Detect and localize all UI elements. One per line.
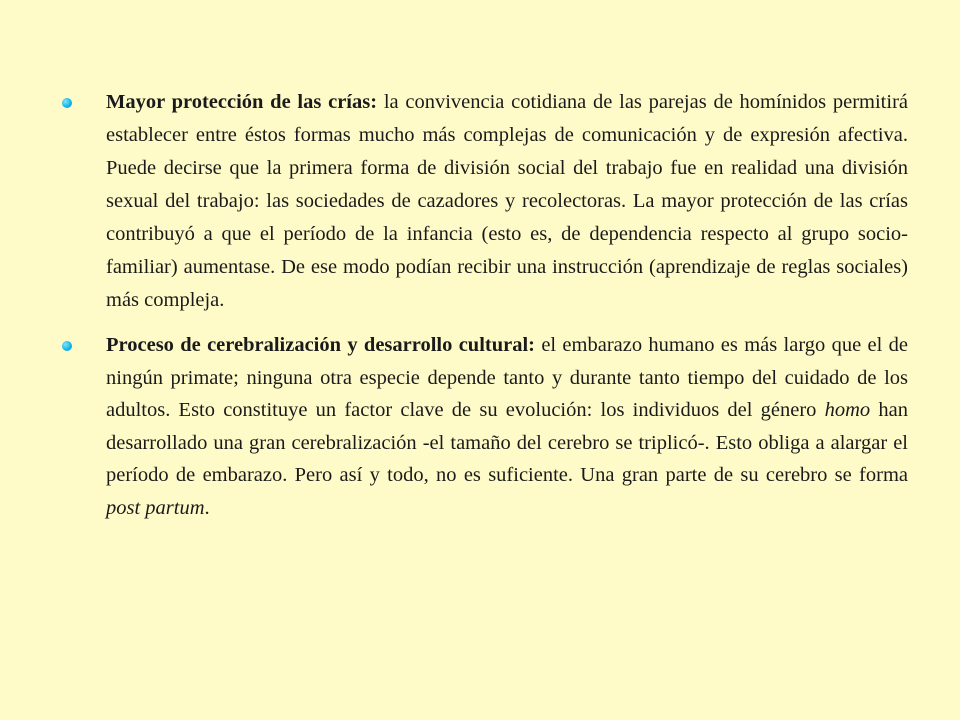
bullet-body: . <box>204 496 210 519</box>
bullet-item-crias <box>58 86 908 317</box>
bullet-list <box>58 86 908 536</box>
bullet-body: la convivencia cotidiana de las parejas de homínidos permitirá establecer entre éstos formas mucho más complejas de comunicación y de expresión afectiva. Puede decirse que la primera forma de división social del trabajo fue en realidad una división sexual del trabajo: las sociedades de cazadores y recolectoras. La mayor protección de las crías contribuyó a que el período de la infancia (esto es, de dependencia respecto al grupo socio- familiar) aumentase. De ese modo podían recibir una instrucción (aprendizaje de reglas sociales) más compleja. <box>106 91 908 311</box>
bullet-italic-term: post partum <box>106 496 205 519</box>
bullet-body: han desarrollado una gran cerebralización -el tamaño del cerebro se triplicó-. Esto obliga a alargar el período de embarazo. Pero así y todo, no es suficiente. Una gran parte de su cerebro se forma <box>106 399 908 486</box>
bullet-italic-term: homo <box>824 399 871 421</box>
bullet-lead: Proceso de cerebralización y desarrollo cultural: <box>106 334 535 356</box>
bullet-dot-icon <box>62 98 72 108</box>
bullet-dot-icon <box>62 341 72 351</box>
bullet-body: el embarazo humano es más largo que el de ningún primate; ninguna otra especie depende tanto y durante tanto tiempo del cuidado de los adultos. Esto constituye un factor clave de su evolución: los individuos del género <box>106 334 908 421</box>
bullet-lead: Mayor protección de las crías: <box>106 91 378 113</box>
bullet-item-cerebralizacion <box>58 329 908 524</box>
